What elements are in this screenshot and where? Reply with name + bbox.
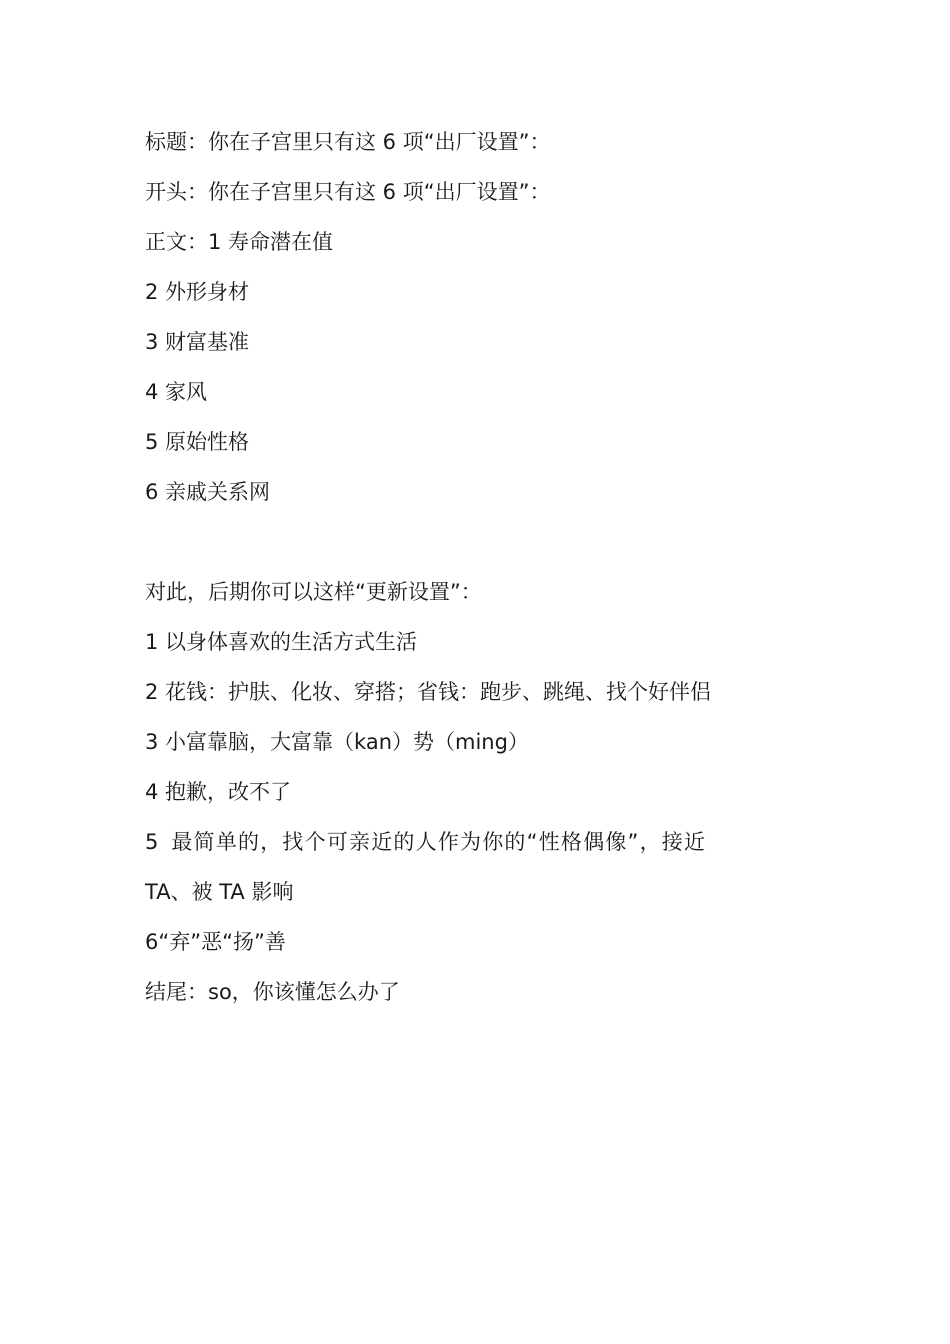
update-line-3: 3 小富靠脑，大富靠（kan）势（ming）	[145, 730, 529, 754]
blank-line	[145, 522, 810, 572]
update-line-4: 4 抱歉，改不了	[145, 780, 292, 804]
update-line-1: 1 以身体喜欢的生活方式生活	[145, 630, 418, 654]
update-line-5: 5 最简单的，找个可亲近的人作为你的“性格偶像”，接近	[145, 830, 707, 854]
update-line-2: 2 花钱：护肤、化妆、穿搭；省钱：跑步、跳绳、找个好伴侣	[145, 680, 712, 704]
body-line-1: 正文：1 寿命潜在值	[145, 230, 334, 254]
body-line-3: 3 财富基准	[145, 330, 250, 354]
update-intro-line: 对此，后期你可以这样“更新设置”：	[145, 580, 482, 604]
update-line-6: 6“弃”恶“扬”善	[145, 930, 286, 954]
body-line-2: 2 外形身材	[145, 280, 250, 304]
body-line-6: 6 亲戚关系网	[145, 480, 271, 504]
opening-line: 开头：你在子宫里只有这 6 项“出厂设置”：	[145, 180, 551, 204]
update-line-5-continued: TA、被 TA 影响	[145, 880, 294, 904]
title-line: 标题：你在子宫里只有这 6 项“出厂设置”：	[145, 130, 551, 154]
document-body	[145, 122, 810, 1022]
body-line-5: 5 原始性格	[145, 430, 250, 454]
ending-line: 结尾：so，你该懂怎么办了	[145, 980, 400, 1004]
body-line-4: 4 家风	[145, 380, 208, 404]
